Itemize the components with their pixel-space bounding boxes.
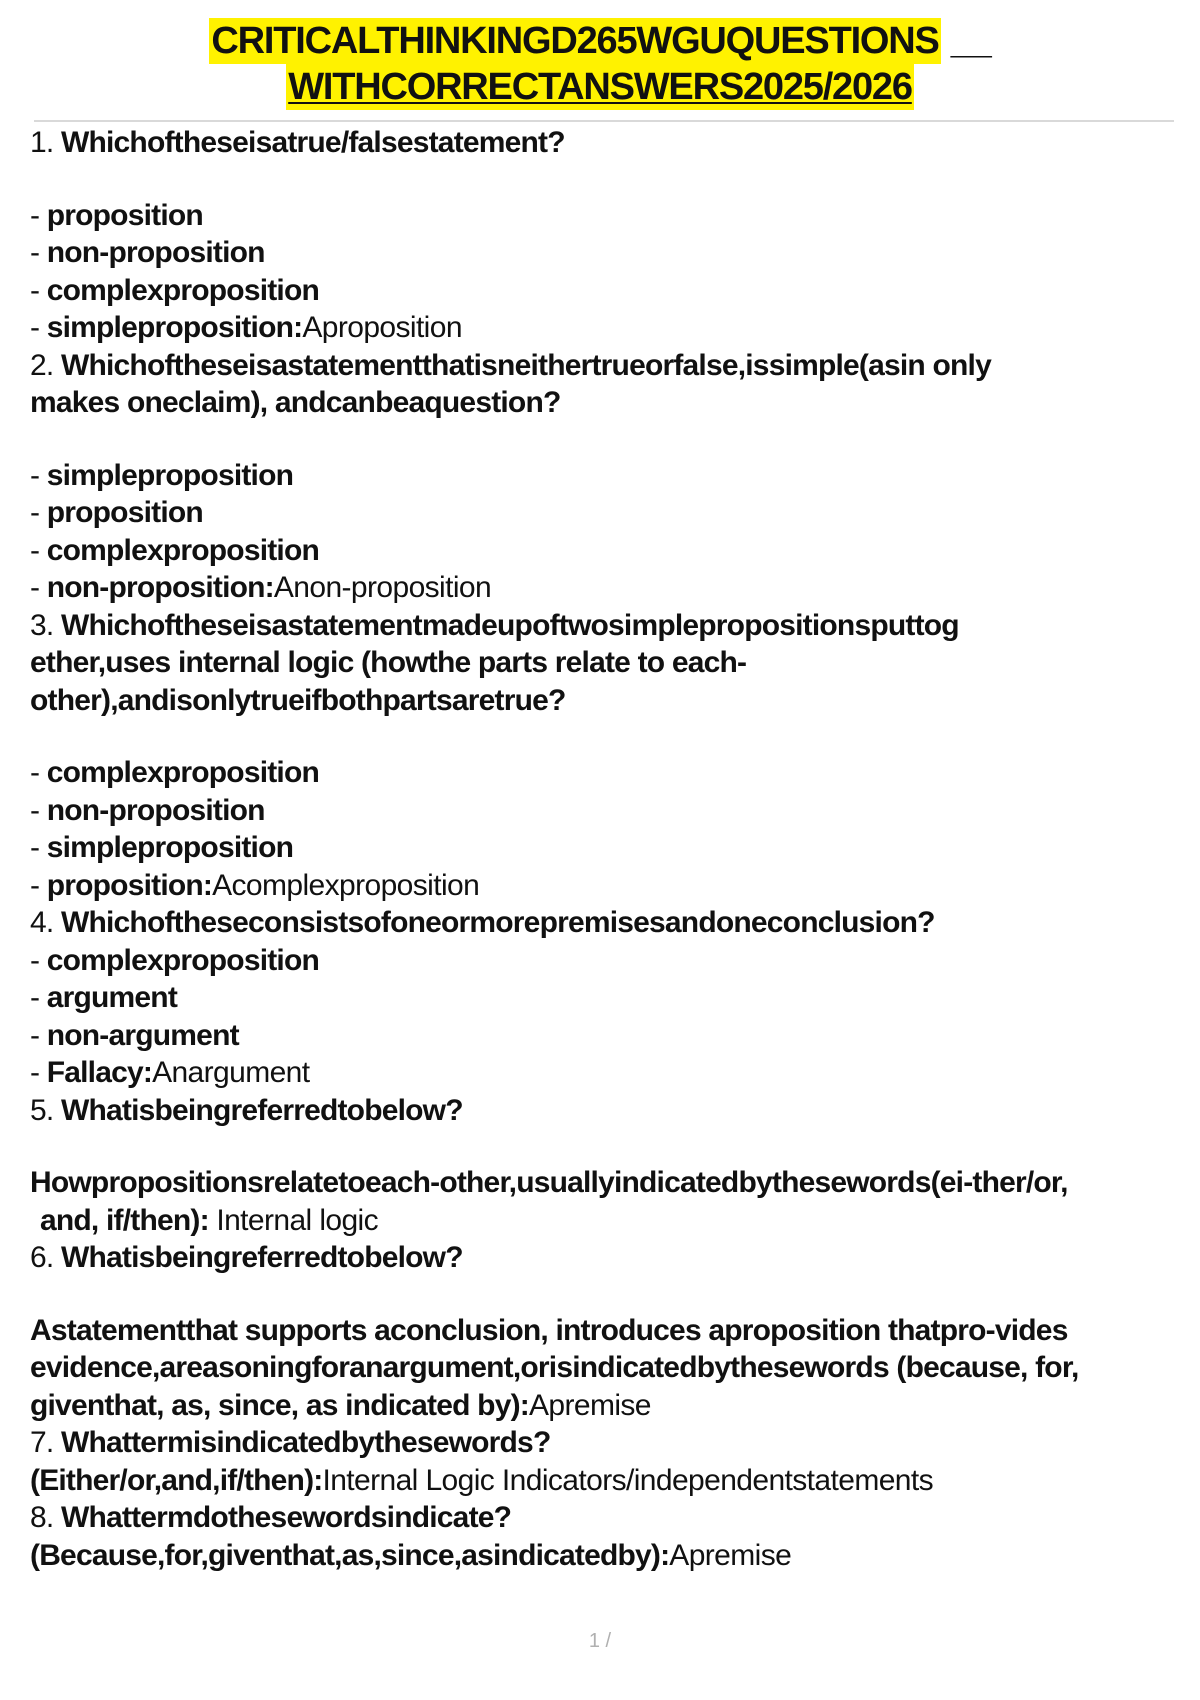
body-text: (Either/or,and,if/then): <box>30 1463 323 1497</box>
question-number: 4. <box>30 906 54 939</box>
option-dash: - <box>30 236 47 269</box>
question-text: Whichoftheseisastatementmadeupoftwosimplepropositionsputtog <box>60 608 959 642</box>
question-1 <box>30 124 1180 162</box>
option-dash: - <box>30 943 47 977</box>
question-number: 2. <box>30 348 54 382</box>
question-text: ether,uses internal logic (howthe parts relate to each- <box>30 646 747 679</box>
question-3 <box>30 607 1180 645</box>
question-7-body <box>30 1462 1180 1500</box>
question-text: Whatisbeingreferredtobelow? <box>60 1241 463 1274</box>
question-number: 6. <box>30 1241 54 1274</box>
option-dash: - <box>30 831 47 864</box>
option-text: complexproposition <box>46 943 320 977</box>
option-item <box>30 792 1180 830</box>
option-text: simpleproposition <box>46 458 294 492</box>
option-dash: - <box>30 198 47 232</box>
option-text: non-proposition <box>46 793 265 827</box>
option-dash: - <box>30 868 47 902</box>
answer-text: Acomplexproposition <box>212 868 480 902</box>
question-text: Whattermdothesewordsindicate? <box>60 1501 512 1534</box>
option-item <box>30 867 1180 905</box>
question-7 <box>30 1424 1180 1462</box>
option-dash: - <box>30 981 47 1014</box>
question-2 <box>30 347 1180 385</box>
option-dash: - <box>30 496 47 529</box>
option-text: non-argument <box>46 1018 239 1052</box>
body-text: giventhat, as, since, as indicated by): <box>30 1388 529 1422</box>
option-dash: - <box>30 756 47 789</box>
option-text: complexproposition <box>46 533 320 567</box>
title-line-2: WITHCORRECTANSWERS2025/2026 <box>288 66 912 108</box>
questions-list <box>30 124 1180 1574</box>
option-item <box>30 942 1180 980</box>
option-text: complexproposition <box>46 273 320 307</box>
question-8 <box>30 1499 1180 1537</box>
option-text: argument <box>46 981 178 1014</box>
question-number: 3. <box>30 608 54 642</box>
question-6-body-continued <box>30 1387 1180 1425</box>
body-text: and, if/then): <box>40 1203 209 1237</box>
question-4 <box>30 904 1180 942</box>
option-text: non-proposition: <box>46 571 274 604</box>
document-title <box>0 18 1200 110</box>
body-text: (Because,for,giventhat,as,since,asindicatedby): <box>30 1538 670 1572</box>
option-text: Fallacy: <box>46 1056 153 1089</box>
question-5 <box>30 1092 1180 1130</box>
option-dash: - <box>30 793 47 827</box>
answer-text: Anon-proposition <box>273 571 492 604</box>
body-text: Astatementthat supports aconclusion, introduces aproposition thatpro-vides <box>30 1313 1068 1347</box>
option-item <box>30 1017 1180 1055</box>
question-text: Whichoftheseisastatementthatisneithertrueorfalse,issimple(asin only <box>60 348 991 382</box>
option-dash: - <box>30 273 47 307</box>
question-3-continued <box>30 644 1180 682</box>
option-text: complexproposition <box>46 756 320 789</box>
question-number: 7. <box>30 1426 54 1459</box>
option-item <box>30 829 1180 867</box>
question-number: 5. <box>30 1093 54 1127</box>
option-dash: - <box>30 311 47 344</box>
option-dash: - <box>30 533 47 567</box>
body-text: evidence,areasoningforanargument,orisindicatedbythesewords (because, for, <box>30 1351 1079 1384</box>
option-item <box>30 197 1180 235</box>
option-text: simpleproposition <box>46 831 294 864</box>
question-number: 8. <box>30 1501 54 1534</box>
option-item <box>30 272 1180 310</box>
question-6-body-continued <box>30 1349 1180 1387</box>
option-item <box>30 754 1180 792</box>
option-dash: - <box>30 458 47 492</box>
answer-text: Apremise <box>528 1388 651 1422</box>
question-6 <box>30 1239 1180 1277</box>
answer-text: Internal logic <box>216 1203 379 1237</box>
answer-text: Anargument <box>152 1056 310 1089</box>
option-text: simpleproposition: <box>46 311 303 344</box>
option-dash: - <box>30 1056 47 1089</box>
question-8-body <box>30 1537 1180 1575</box>
option-item <box>30 532 1180 570</box>
title-line-1: CRITICALTHINKINGD265WGUQUESTIONS <box>211 20 939 62</box>
option-dash: - <box>30 1018 47 1052</box>
answer-text: Aproposition <box>302 311 462 344</box>
question-text: Whattermisindicatedbythesewords? <box>60 1426 551 1459</box>
question-text: makes oneclaim), andcanbeaquestion? <box>30 386 561 419</box>
question-text: Whatisbeingreferredtobelow? <box>60 1093 463 1127</box>
answer-text: Apremise <box>669 1538 792 1572</box>
title-underscore: __ <box>950 20 991 62</box>
question-number: 1. <box>30 126 54 159</box>
option-text: proposition: <box>46 868 213 902</box>
option-item <box>30 234 1180 272</box>
question-5-body-continued <box>30 1202 1180 1240</box>
page-number: 1 / <box>588 1630 612 1652</box>
header-divider <box>34 120 1174 122</box>
option-item <box>30 309 1180 347</box>
option-item <box>30 494 1180 532</box>
option-item <box>30 1054 1180 1092</box>
option-item <box>30 979 1180 1017</box>
option-item <box>30 569 1180 607</box>
question-text: Whichoftheseisatrue/falsestatement? <box>60 126 565 159</box>
option-text: non-proposition <box>46 236 265 269</box>
question-3-continued <box>30 682 1180 720</box>
question-text: other),andisonlytrueifbothpartsaretrue? <box>30 683 566 717</box>
question-5-body <box>30 1164 1180 1202</box>
option-item <box>30 457 1180 495</box>
question-2-continued <box>30 384 1180 422</box>
question-6-body <box>30 1312 1180 1350</box>
question-text: Whichoftheseconsistsofoneormorepremisesandoneconclusion? <box>60 906 935 939</box>
option-dash: - <box>30 571 47 604</box>
answer-text: Internal Logic Indicators/independentstatements <box>322 1463 934 1497</box>
body-text: Howpropositionsrelatetoeach-other,usuallyindicatedbythesewords(ei-ther/or, <box>30 1166 1068 1199</box>
option-text: proposition <box>46 496 203 529</box>
option-text: proposition <box>46 198 203 232</box>
